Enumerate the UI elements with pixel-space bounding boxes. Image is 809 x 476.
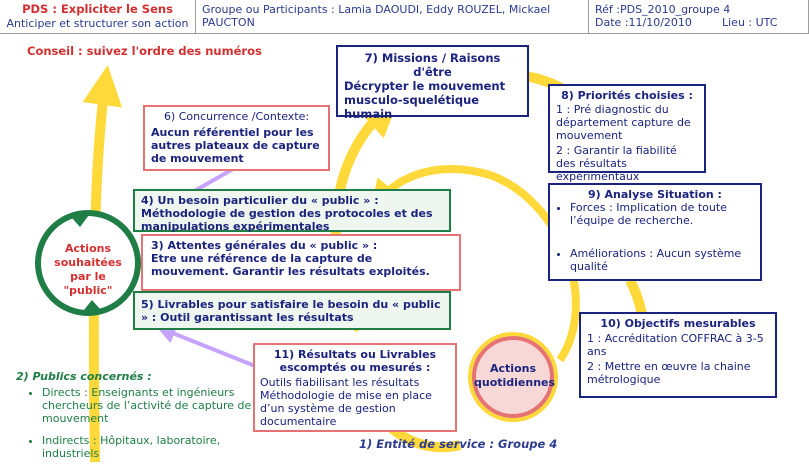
box-analyse-forces: • Forces : Implication de toute l’équipe de recherche. bbox=[570, 201, 754, 227]
box-besoin-particulier bbox=[133, 189, 451, 232]
box-attentes-body: Etre une référence de la capture de mouvement. Garantir les résultats exploités. bbox=[151, 252, 430, 278]
circle-left-label: Actions souhaitées par le "public" bbox=[54, 242, 122, 297]
box-analyse-title: 9) Analyse Situation : bbox=[588, 188, 722, 201]
box-objectifs-item1: 1 : Accréditation COFFRAC à 3-5 ans bbox=[587, 332, 764, 358]
box-objectifs bbox=[579, 312, 777, 398]
box-objectifs-title: 10) Objectifs mesurables bbox=[600, 317, 756, 330]
header-subtitle: Anticiper et structurer son action bbox=[6, 17, 189, 30]
box-resultats-line2: Méthodologie de mise en place d’un système de gestion documentaire bbox=[260, 389, 432, 428]
box-attentes bbox=[141, 234, 461, 291]
box-analyse-list bbox=[556, 201, 754, 273]
publics-list bbox=[28, 386, 267, 460]
box-analyse-ameliorations: • Améliorations : Aucun système qualité bbox=[570, 247, 754, 273]
box-priorites-item2: 2 : Garantir la fiabilité des résultats expérimentaux bbox=[556, 144, 677, 183]
box-concurrence-title: 6) Concurrence /Contexte: bbox=[163, 110, 310, 123]
box-livrables bbox=[133, 291, 451, 330]
box-priorites bbox=[548, 84, 706, 183]
header-date: Date :11/10/2010 bbox=[595, 16, 692, 29]
box-besoin-title: 4) Un besoin particulier du « public » : bbox=[141, 194, 379, 207]
header-lieu: Lieu : UTC bbox=[722, 16, 778, 29]
box-concurrence-body: Aucun référentiel pour les autres plateaux de capture de mouvement bbox=[151, 126, 320, 165]
publics-direct: • Directs : Enseignants et ingénieurs chercheurs de l’activité de capture de mouvement bbox=[42, 386, 267, 425]
entite-text: 1) Entité de service : Groupe 4 bbox=[359, 437, 558, 451]
box-livrables-title: 5) Livrables pour satisfaire le besoin du « public » : Outil garantissant les résultats bbox=[141, 298, 441, 324]
box-concurrence bbox=[143, 105, 330, 171]
box-resultats-line1: Outils fiabilisant les résultats bbox=[260, 376, 420, 389]
box-priorites-item1: 1 : Pré diagnostic du département capture de mouvement bbox=[556, 103, 691, 142]
circle-right-label: Actions quotidiennes bbox=[474, 362, 556, 389]
box-analyse bbox=[548, 183, 762, 281]
box-attentes-title: 3) Attentes générales du « public » : bbox=[151, 239, 378, 252]
publics-indirect: • Indirects : Hôpitaux, laboratoire, industriels bbox=[42, 434, 267, 460]
box-besoin-body: Méthodologie de gestion des protocoles et des manipulations expérimentales bbox=[141, 207, 433, 233]
box-objectifs-item2: 2 : Mettre en œuvre la chaine métrologique bbox=[587, 360, 751, 386]
box-missions-body: Décrypter le mouvement musculo-squelétique humain bbox=[344, 79, 506, 121]
header-participants: Groupe ou Participants : Lamia DAOUDI, Eddy ROUZEL, Mickael PAUCTON bbox=[196, 0, 589, 33]
box-missions-title: 7) Missions / Raisons d'être bbox=[364, 51, 501, 79]
header-title: PDS : Expliciter le Sens bbox=[22, 2, 173, 16]
publics-title: 2) Publics concernés : bbox=[16, 370, 152, 383]
box-resultats-title: 11) Résultats ou Livrables escomptés ou mesurés : bbox=[273, 348, 437, 374]
box-resultats bbox=[253, 343, 457, 432]
box-missions bbox=[336, 45, 529, 121]
box-priorites-title: 8) Priorités choisies : bbox=[561, 89, 693, 102]
conseil-text: Conseil : suivez l'ordre des numéros bbox=[27, 44, 262, 58]
header-ref: Réf :PDS_2010_groupe 4 bbox=[595, 3, 731, 16]
